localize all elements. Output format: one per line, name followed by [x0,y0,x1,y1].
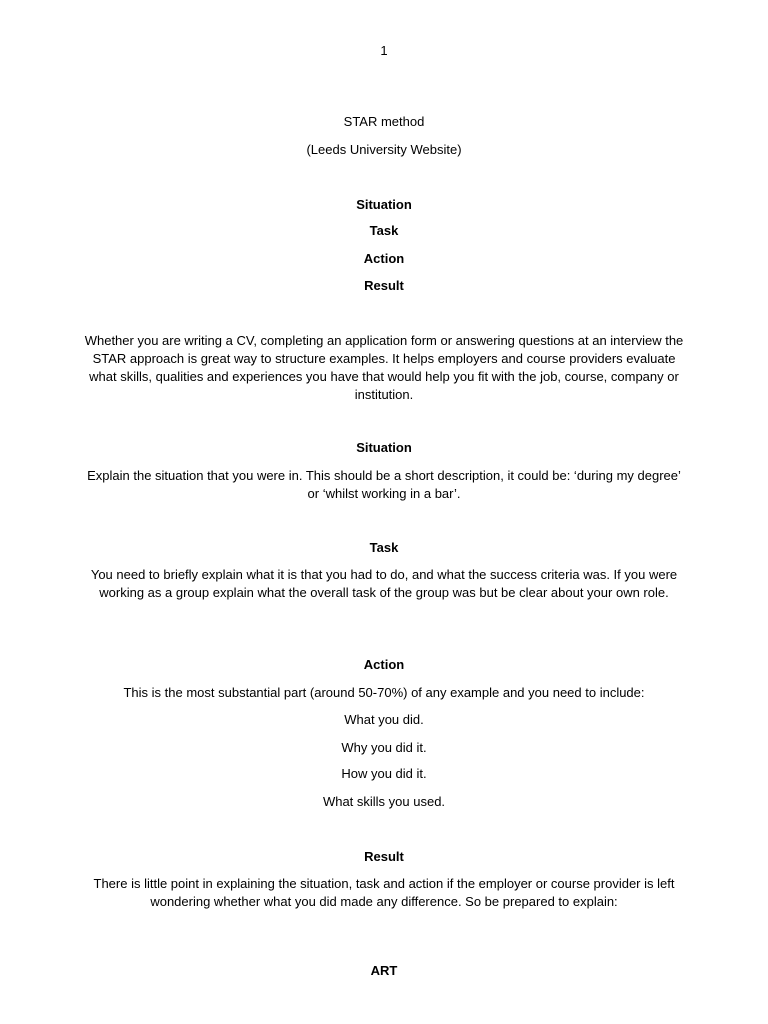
action-item: What you did. [344,712,424,727]
task-heading: Task [369,540,399,555]
page-number: 1 [380,43,388,58]
acronym-action: Action [363,251,405,266]
intro-paragraph: Whether you are writing a CV, completing an application form or answering questions at an interview the STAR approach is great way to structure examples. It helps employers and course providers evaluate what skills, qualities and experiences you have that would help you fit with the job, course, company or institution. [84,333,684,402]
acronym-situation: Situation [356,197,412,212]
task-text: You need to briefly explain what it is that you had to do, and what the success criteria was. If you were working as a group explain what the overall task of the group was but be clear about your own role. [90,567,678,600]
result-heading: Result [364,849,404,864]
situation-text: Explain the situation that you were in. This should be a short description, it could be: ‘during my degree’ or ‘whilst working in a bar’. [87,468,681,501]
footer-acronym: ART [370,963,398,978]
document-title: STAR method [343,114,425,129]
acronym-task: Task [369,223,399,238]
action-item: How you did it. [341,766,427,781]
document-source: (Leeds University Website) [306,142,462,157]
action-item: What skills you used. [322,794,446,809]
acronym-result: Result [364,278,404,293]
action-item: Why you did it. [341,740,427,755]
situation-heading: Situation [356,440,412,455]
action-text: This is the most substantial part (around 50-70%) of any example and you need to include: [123,685,645,700]
action-heading: Action [363,657,405,672]
result-text: There is little point in explaining the situation, task and action if the employer or course provider is left wondering whether what you did made any difference. So be prepared to explain: [93,876,675,909]
